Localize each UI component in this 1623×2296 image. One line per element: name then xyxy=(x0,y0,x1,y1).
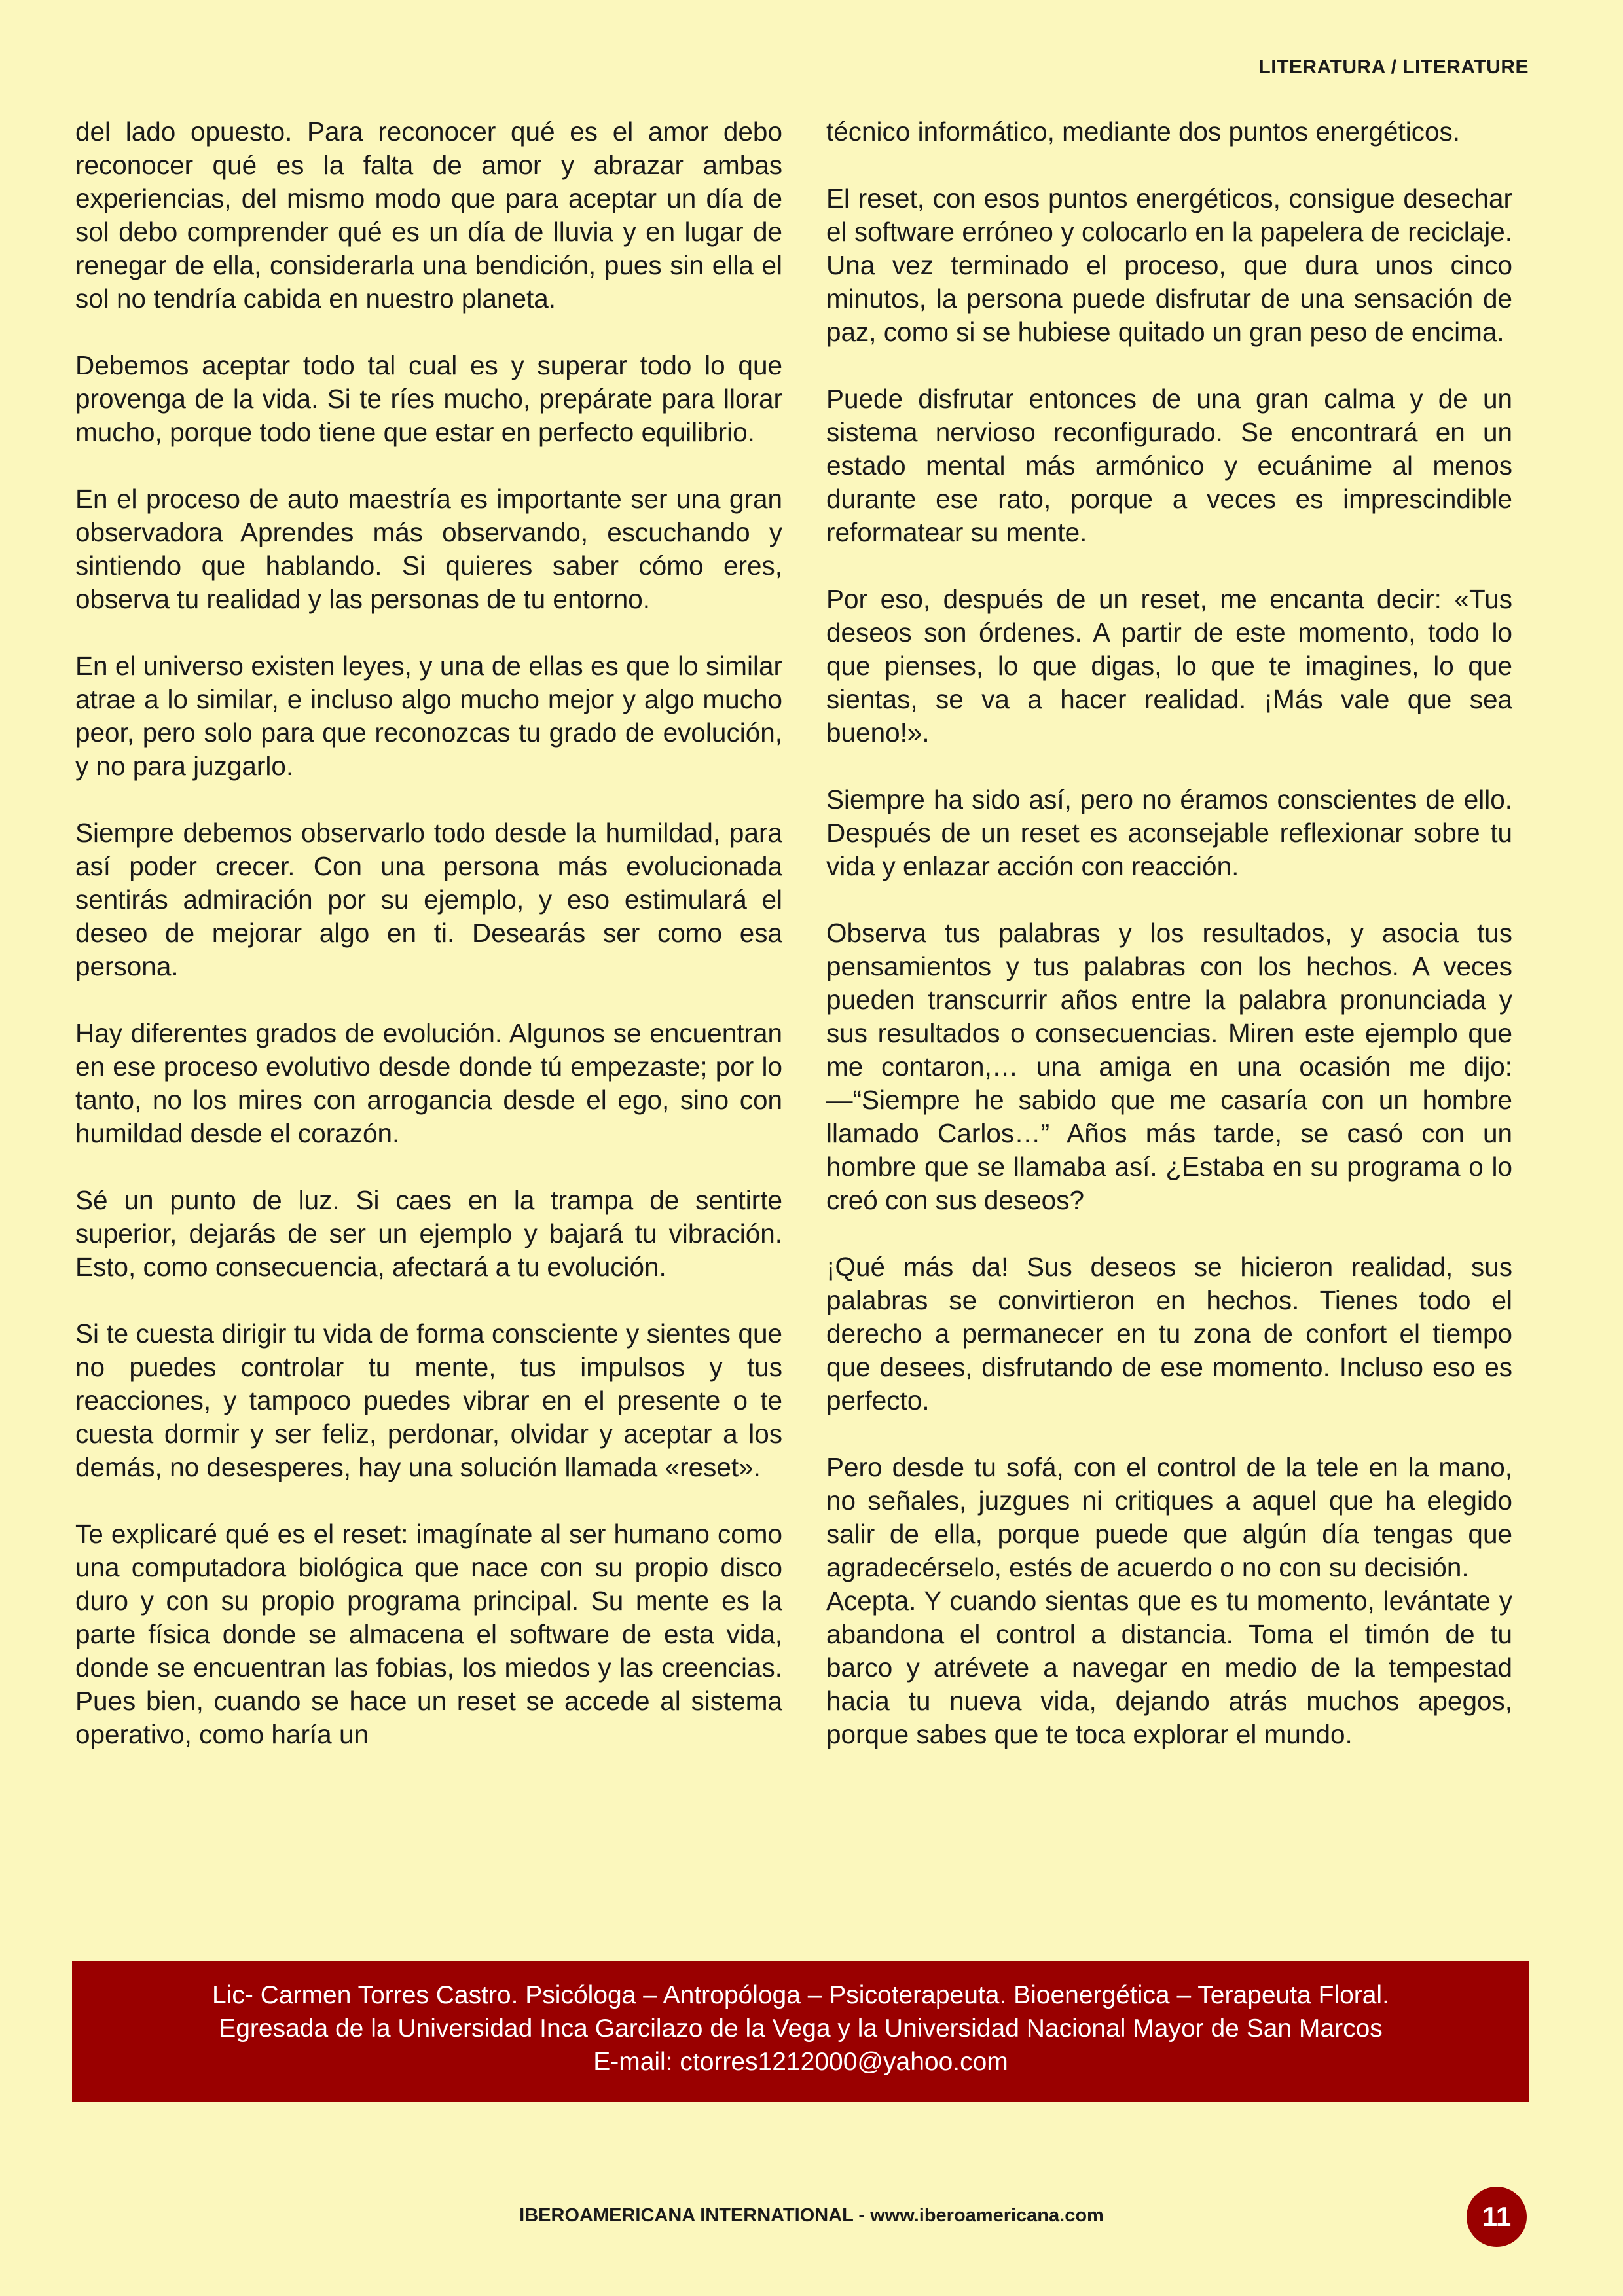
author-email[interactable]: E-mail: ctorres1212000@yahoo.com xyxy=(593,2048,1008,2076)
paragraph: del lado opuesto. Para reconocer qué es el amor debo reconocer qué es la falta de amor y abrazar ambas experiencias, del mismo modo que para aceptar un día de sol debo comprender qué es un día de lluvia y en lugar de renegar de ella, considerarla una bendición, pues sin ella el sol no tendría cabida en nuestro planeta. xyxy=(75,117,782,314)
article-left-column xyxy=(75,115,782,1785)
section-label: LITERATURA / LITERATURE xyxy=(1258,56,1529,78)
page-number-badge: 11 xyxy=(1467,2187,1527,2247)
paragraph: Acepta. Y cuando sientas que es tu momento, levántate y abandona el control a distancia. Toma el timón de tu barco y atrévete a navegar en medio de la tempestad hacia tu nueva vida, dejando atrás muchos apegos, porque sabes que te toca explorar el mundo. xyxy=(826,1586,1512,1749)
paragraph: Puede disfrutar entonces de una gran calma y de un sistema nervioso reconfigurado. Se encontrará en un estado mental más armónico y ecuánime al menos durante ese rato, porque a veces es imprescindible reformatear su mente. xyxy=(826,384,1512,547)
paragraph: Por eso, después de un reset, me encanta decir: «Tus deseos son órdenes. A partir de este momento, todo lo que pienses, lo que digas, lo que te imagines, lo que sientas, se va a hacer realidad. ¡Más vale que sea bueno!». xyxy=(826,584,1512,748)
paragraph: El reset, con esos puntos energéticos, consigue desechar el software erróneo y colocarlo en la papelera de reciclaje. Una vez terminado el proceso, que dura unos cinco minutos, la persona puede disfrutar de una sensación de paz, como si se hubiese quitado un gran peso de encima. xyxy=(826,183,1512,347)
paragraph: técnico informático, mediante dos puntos energéticos. xyxy=(826,117,1461,147)
paragraph: Hay diferentes grados de evolución. Algunos se encuentran en ese proceso evolutivo desde donde tú empezaste; por lo tanto, no los mires con arrogancia desde el ego, sino con humildad desde el corazón. xyxy=(75,1018,782,1148)
article-right-column xyxy=(826,115,1512,1785)
paragraph: Si te cuesta dirigir tu vida de forma consciente y sientes que no puedes controlar tu mente, tus impulsos y tus reacciones, y tampoco puedes vibrar en el presente o te cuesta dormir y ser feliz, perdonar, olvidar y aceptar a los demás, no desesperes, hay una solución llamada «reset». xyxy=(75,1319,782,1482)
paragraph: Siempre debemos observarlo todo desde la humildad, para así poder crecer. Con una persona más evolucionada sentirás admiración por su ejemplo, y eso estimulará el deseo de mejorar algo en ti. Desearás ser como esa persona. xyxy=(75,818,782,981)
author-credits-box xyxy=(72,1961,1529,2102)
paragraph: Debemos aceptar todo tal cual es y superar todo lo que provenga de la vida. Si te ríes mucho, prepárate para llorar mucho, porque todo tiene que estar en perfecto equilibrio. xyxy=(75,350,782,447)
paragraph: ¡Qué más da! Sus deseos se hicieron realidad, sus palabras se convirtieron en hechos. Tienes todo el derecho a permanecer en tu zona de confort el tiempo que desees, disfrutando de ese momento. Incluso eso es perfecto. xyxy=(826,1252,1512,1415)
paragraph: Observa tus palabras y los resultados, y asocia tus pensamientos y tus palabras con los hechos. A veces pueden transcurrir años entre la palabra pronunciada y sus resultados o consecuencias. Miren este ejemplo que me contaron,… una amiga en una ocasión me dijo:—“Siempre he sabido que me casaría con un hombre llamado Carlos…” Años más tarde, se casó con un hombre que se llamaba así. ¿Estaba en su programa o lo creó con sus deseos? xyxy=(826,918,1512,1215)
paragraph: En el universo existen leyes, y una de ellas es que lo similar atrae a lo similar, e incluso algo mucho mejor y algo mucho peor, pero solo para que reconozcas tu grado de evolución, y no para juzgarlo. xyxy=(75,651,782,781)
paragraph: Te explicaré qué es el reset: imagínate al ser humano como una computadora biológica que nace con su propio disco duro y con su propio programa principal. Su mente es la parte física donde se almacena el software de esta vida, donde se encuentran las fobias, los miedos y las creencias. Pues bien, cuando se hace un reset se accede al sistema operativo, como haría un xyxy=(75,1519,782,1749)
paragraph: En el proceso de auto maestría es importante ser una gran observadora Aprendes más observando, escuchando y sintiendo que hablando. Si quieres saber cómo eres, observa tu realidad y las personas de tu entorno. xyxy=(75,484,782,614)
author-credits-line: Lic- Carmen Torres Castro. Psicóloga – Antropóloga – Psicoterapeuta. Bioenergética – Terapeuta Floral. xyxy=(212,1981,1389,2009)
author-credits-line: Egresada de la Universidad Inca Garcilazo de la Vega y la Universidad Nacional Mayor de San Marcos xyxy=(219,2014,1383,2043)
footer-publication: IBEROAMERICANA INTERNATIONAL - www.iberoamericana.com xyxy=(519,2205,1104,2226)
paragraph: Pero desde tu sofá, con el control de la tele en la mano, no señales, juzgues ni critiques a aquel que ha elegido salir de ella, porque puede que algún día tengas que agradecérselo, estés de acuerdo o no con su decisión. xyxy=(826,1452,1512,1582)
paragraph: Sé un punto de luz. Si caes en la trampa de sentirte superior, dejarás de ser un ejemplo y bajará tu vibración. Esto, como consecuencia, afectará a tu evolución. xyxy=(75,1185,782,1282)
paragraph: Siempre ha sido así, pero no éramos conscientes de ello. Después de un reset es aconsejable reflexionar sobre tu vida y enlazar acción con reacción. xyxy=(826,784,1512,881)
